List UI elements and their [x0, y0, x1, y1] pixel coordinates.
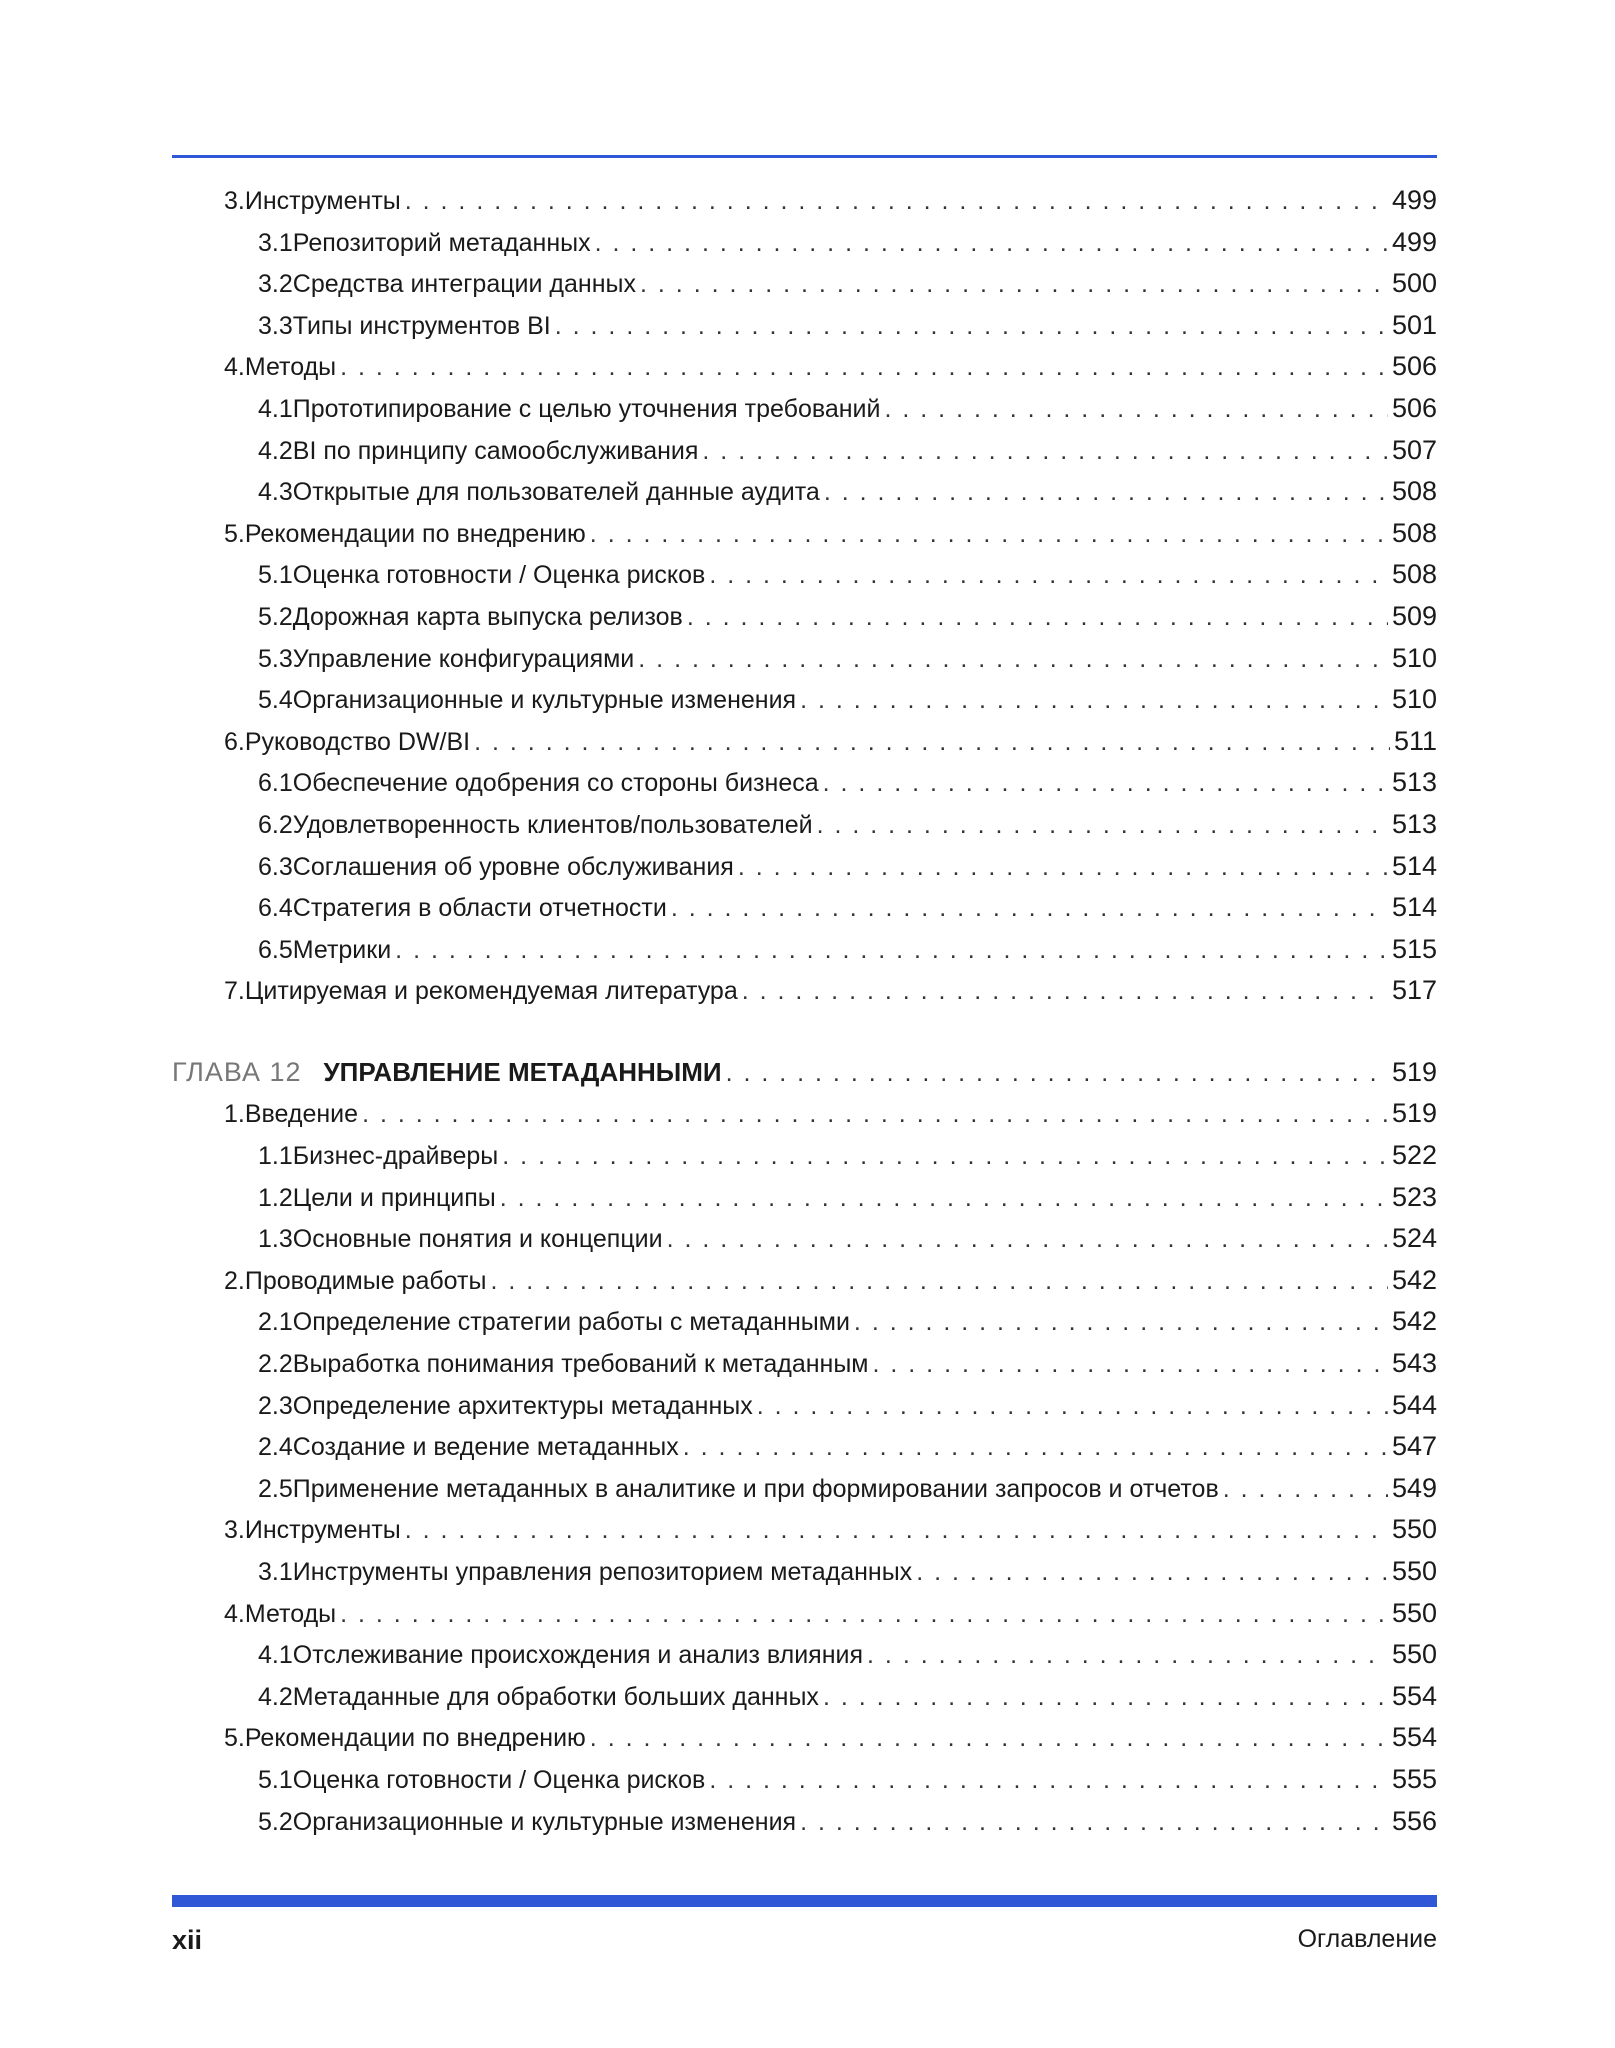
dot-leader [709, 1760, 1388, 1802]
dot-leader [1223, 1469, 1388, 1511]
toc-entry[interactable] [172, 305, 1437, 347]
toc-entry[interactable] [172, 263, 1437, 305]
dot-leader [687, 597, 1388, 639]
dot-leader [405, 1510, 1388, 1552]
toc-entry-number: 5.3 [258, 644, 293, 673]
toc-entry-number: 3.3 [258, 311, 293, 340]
toc-page-number: 549 [1391, 1472, 1437, 1503]
toc-entry-number: 6.5 [258, 935, 293, 964]
toc-entry[interactable] [172, 1759, 1437, 1801]
toc-entry-number: 4.3 [258, 478, 293, 507]
dot-leader [340, 1594, 1388, 1636]
footer-section-title: Оглавление [1297, 1925, 1437, 1953]
toc-entry[interactable] [172, 970, 1437, 1012]
toc-entry-number: 4.2 [258, 1682, 293, 1711]
dot-leader [854, 1302, 1388, 1344]
toc-entry-title: Типы инструментов BI [292, 311, 551, 340]
toc-entry[interactable] [172, 1593, 1437, 1635]
dot-leader [726, 1053, 1388, 1095]
toc-entry[interactable] [172, 513, 1437, 555]
toc-entry-title: BI по принципу самообслуживания [292, 436, 699, 465]
toc-entry-number: 2.1 [258, 1308, 293, 1337]
toc-entry-title: Применение метаданных в аналитике и при формировании запросов и отчетов [292, 1474, 1219, 1503]
dot-leader [817, 805, 1388, 847]
toc-entry[interactable] [172, 1426, 1437, 1468]
chapter-title: УПРАВЛЕНИЕ МЕТАДАННЫМИ [323, 1056, 722, 1087]
dot-leader [702, 431, 1388, 473]
toc-entry-title: Прототипирование с целью уточнения требований [292, 394, 881, 423]
toc-page-number: 542 [1391, 1306, 1437, 1337]
toc-entry-number: 3.2 [258, 270, 293, 299]
toc-entry[interactable] [172, 638, 1437, 680]
toc-page-number: 508 [1391, 476, 1437, 507]
toc-entry-title: Инструменты [244, 1516, 401, 1545]
dot-leader [500, 1178, 1388, 1220]
dot-leader [502, 1136, 1388, 1178]
toc-entry-title: Управление конфигурациями [292, 644, 635, 673]
toc-page-number: 555 [1391, 1763, 1437, 1794]
toc-entry-number: 2.3 [258, 1391, 293, 1420]
toc-entry-title: Определение стратегии работы с метаданными [292, 1308, 850, 1337]
toc-entry-title: Методы [244, 353, 337, 382]
toc-entry-title: Отслеживание происхождения и анализ влияния [292, 1641, 864, 1670]
toc-page-number: 550 [1391, 1514, 1437, 1545]
dot-leader [667, 1219, 1388, 1261]
dot-leader [640, 264, 1388, 306]
toc-page-number: 511 [1393, 725, 1437, 756]
header-rule [172, 155, 1437, 158]
dot-leader [405, 181, 1388, 223]
toc-entry-title: Организационные и культурные изменения [292, 686, 797, 715]
toc-entry[interactable] [172, 679, 1437, 721]
toc-entry[interactable] [172, 1551, 1437, 1593]
toc-entry-title: Руководство DW/BI [244, 727, 471, 756]
toc-entry[interactable] [172, 1177, 1437, 1219]
dot-leader [738, 847, 1388, 889]
toc-entry-number: 5.4 [258, 686, 293, 715]
dot-leader [709, 555, 1388, 597]
dot-leader [590, 1718, 1388, 1760]
toc-page-number: 547 [1391, 1431, 1437, 1462]
toc-entry-number: 1.2 [258, 1183, 293, 1212]
toc-entry[interactable] [172, 1385, 1437, 1427]
toc-page-number: 550 [1391, 1639, 1437, 1670]
toc-entry-number: 6. [224, 727, 245, 756]
toc-page-number: 542 [1391, 1264, 1437, 1295]
toc-page-number: 510 [1391, 642, 1437, 673]
toc-page-number: 543 [1391, 1348, 1437, 1379]
toc-page-number: 514 [1391, 850, 1437, 881]
toc-entry[interactable] [172, 887, 1437, 929]
toc-entry-number: 3.1 [258, 228, 293, 257]
toc-page-number: 517 [1391, 975, 1437, 1006]
toc-page-number: 507 [1391, 434, 1437, 465]
toc-entry-title: Дорожная карта выпуска релизов [292, 602, 683, 631]
toc-entry[interactable] [172, 1260, 1437, 1302]
footer-rule [172, 1895, 1437, 1907]
toc-entry-title: Рекомендации по внедрению [244, 519, 586, 548]
toc-entry-number: 1.3 [258, 1225, 293, 1254]
dot-leader [873, 1344, 1388, 1386]
toc-entry-title: Организационные и культурные изменения [292, 1807, 797, 1836]
toc-page-number: 513 [1391, 767, 1437, 798]
toc-entry[interactable] [172, 1093, 1437, 1135]
toc-entry-number: 3. [224, 187, 245, 215]
dot-leader [800, 680, 1388, 722]
dot-leader [595, 223, 1388, 265]
toc-entry-number: 3.1 [258, 1558, 293, 1586]
toc-page-number: 544 [1391, 1389, 1437, 1420]
dot-leader [823, 763, 1388, 805]
toc-entry-title: Метаданные для обработки больших данных [292, 1682, 819, 1711]
toc-entry[interactable] [172, 222, 1437, 264]
toc-entry[interactable] [172, 346, 1437, 388]
toc-page-number: 519 [1391, 1056, 1437, 1087]
toc-entry-number: 5.2 [258, 602, 293, 631]
toc-page-number: 524 [1391, 1223, 1437, 1254]
dot-leader [474, 722, 1390, 764]
toc-page-number: 500 [1391, 268, 1437, 299]
toc-page-number: 506 [1391, 351, 1437, 382]
toc-entry-title: Инструменты [244, 187, 401, 215]
toc-page-number: 550 [1391, 1597, 1437, 1628]
toc-entry-number: 4. [224, 353, 245, 382]
dot-leader [362, 1094, 1388, 1136]
toc-page-number: 554 [1391, 1680, 1437, 1711]
toc-entry[interactable] [172, 388, 1437, 430]
chapter-label: ГЛАВА 12 [172, 1056, 302, 1087]
toc-page-number: 513 [1391, 808, 1437, 839]
toc-entry-title: Основные понятия и концепции [292, 1225, 663, 1254]
toc-entry-number: 5.1 [258, 1765, 293, 1794]
toc-entry-number: 6.3 [258, 852, 293, 881]
toc-entry-number: 2.2 [258, 1350, 293, 1379]
dot-leader [395, 930, 1388, 972]
footer-page-number: xii [172, 1925, 203, 1955]
dot-leader [590, 514, 1388, 556]
toc-entry[interactable] [172, 762, 1437, 804]
toc-entry-title: Оценка готовности / Оценка рисков [292, 1765, 706, 1794]
toc-entry-title: Методы [244, 1599, 337, 1628]
toc-entry-number: 2. [224, 1266, 245, 1295]
toc-entry-title: Соглашения об уровне обслуживания [292, 852, 734, 881]
toc-entry-title: Цели и принципы [292, 1183, 496, 1212]
toc-entry-number: 2.5 [258, 1474, 293, 1503]
toc-entry[interactable] [172, 430, 1437, 472]
toc-page-number: 556 [1391, 1805, 1437, 1836]
toc-entry-number: 3. [224, 1516, 245, 1545]
toc-page-number: 550 [1391, 1556, 1437, 1586]
toc-page-number: 523 [1391, 1181, 1437, 1212]
toc-page-number: 515 [1391, 933, 1437, 964]
toc-chapter-row[interactable] [172, 1052, 1437, 1094]
toc-entry[interactable] [172, 1509, 1437, 1551]
toc-page-number: 514 [1391, 892, 1437, 923]
toc-page-number: 554 [1391, 1722, 1437, 1753]
toc-entry-title: Удовлетворенность клиентов/пользователей [292, 810, 813, 839]
toc-entry[interactable] [172, 1717, 1437, 1759]
dot-leader [638, 639, 1388, 681]
toc-page-number: 499 [1391, 226, 1437, 257]
dot-leader [340, 347, 1388, 389]
toc-entry-number: 2.4 [258, 1433, 293, 1462]
toc-entry-title: Репозиторий метаданных [292, 228, 591, 257]
toc-page-number: 519 [1391, 1098, 1437, 1129]
toc-entry[interactable] [172, 804, 1437, 846]
dot-leader [885, 389, 1388, 431]
dot-leader [916, 1552, 1388, 1594]
toc-entry-title: Стратегия в области отчетности [292, 894, 667, 923]
toc-entry[interactable] [172, 929, 1437, 971]
toc-entry[interactable] [172, 1468, 1437, 1510]
toc-entry-number: 5. [224, 1724, 245, 1753]
toc-entry[interactable] [172, 1634, 1437, 1676]
toc-entry[interactable] [172, 596, 1437, 638]
toc-entry-title: Рекомендации по внедрению [244, 1724, 586, 1753]
toc-entry-number: 7. [224, 977, 245, 1006]
toc-entry[interactable] [172, 1676, 1437, 1718]
dot-leader [490, 1261, 1387, 1303]
toc-page-number: 509 [1391, 600, 1437, 631]
toc-entry-title: Выработка понимания требований к метаданным [292, 1350, 869, 1379]
toc-entry-title: Введение [244, 1100, 359, 1129]
dot-leader [683, 1427, 1388, 1469]
toc-entry-title: Метрики [292, 935, 392, 964]
table-of-contents [172, 180, 1437, 1842]
toc-entry[interactable] [172, 721, 1437, 763]
toc-entry-title: Определение архитектуры метаданных [292, 1391, 753, 1420]
toc-entry-number: 5.2 [258, 1807, 293, 1836]
toc-entry-number: 4.2 [258, 436, 293, 465]
dot-leader [742, 971, 1388, 1013]
toc-entry-number: 5.1 [258, 561, 293, 590]
toc-page-number: 510 [1391, 684, 1437, 715]
toc-entry[interactable] [172, 1301, 1437, 1343]
dot-leader [555, 306, 1388, 348]
toc-page-number: 506 [1391, 392, 1437, 423]
toc-entry[interactable] [172, 1218, 1437, 1260]
toc-entry-title: Проводимые работы [244, 1266, 487, 1295]
toc-entry-title: Обеспечение одобрения со стороны бизнеса [292, 769, 819, 798]
dot-leader [800, 1802, 1388, 1844]
toc-entry-number: 4.1 [258, 394, 293, 423]
toc-entry-title: Средства интеграции данных [292, 270, 637, 299]
toc-entry[interactable] [172, 471, 1437, 513]
toc-entry-number: 6.2 [258, 810, 293, 839]
toc-entry-title: Создание и ведение метаданных [292, 1433, 679, 1462]
dot-leader [823, 1677, 1388, 1719]
dot-leader [671, 888, 1388, 930]
toc-page-number: 522 [1391, 1140, 1437, 1171]
toc-entry[interactable] [172, 554, 1437, 596]
toc-entry-number: 6.1 [258, 769, 293, 798]
toc-entry-title: Оценка готовности / Оценка рисков [292, 561, 706, 590]
toc-page-number: 499 [1391, 185, 1437, 215]
toc-entry[interactable] [172, 180, 1437, 222]
toc-entry-number: 1. [224, 1100, 245, 1129]
toc-entry-number: 1.1 [258, 1142, 293, 1171]
toc-page-number: 508 [1391, 559, 1437, 590]
dot-leader [867, 1635, 1388, 1677]
toc-entry-number: 4.1 [258, 1641, 293, 1670]
toc-page-number: 508 [1391, 517, 1437, 548]
dot-leader [824, 472, 1388, 514]
toc-entry[interactable] [172, 1343, 1437, 1385]
toc-entry-title: Открытые для пользователей данные аудита [292, 478, 820, 507]
toc-entry[interactable] [172, 1801, 1437, 1843]
toc-entry[interactable] [172, 1135, 1437, 1177]
toc-entry[interactable] [172, 846, 1437, 888]
toc-entry-title: Цитируемая и рекомендуемая литература [244, 977, 738, 1006]
dot-leader [757, 1386, 1388, 1428]
toc-entry-title: Бизнес-драйверы [292, 1142, 499, 1171]
toc-page-number: 501 [1391, 309, 1437, 340]
toc-entry-title: Инструменты управления репозиторием метаданных [292, 1558, 913, 1586]
toc-entry-number: 5. [224, 519, 245, 548]
toc-entry-number: 4. [224, 1599, 245, 1628]
toc-entry-number: 6.4 [258, 894, 293, 923]
